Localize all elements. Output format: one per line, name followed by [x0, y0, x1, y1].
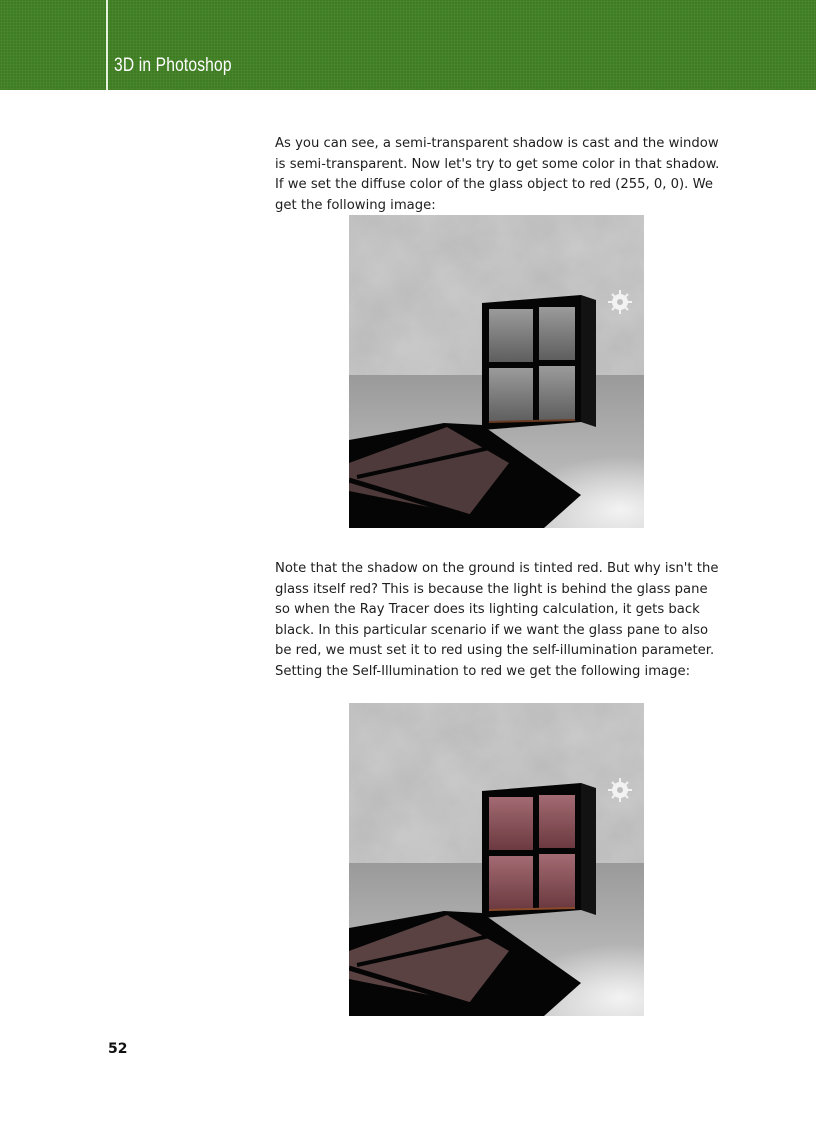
chapter-title: 3D in Photoshop	[114, 55, 232, 76]
paragraph-2: Note that the shadow on the ground is tinted red. But why isn't the glass itself red? This is because the light is behind the glass pane so when the Ray Tracer does its lighting calculation, it gets back black. In this particular scenario if we want the glass pane to also be red, we must set it to red using the self-illumination parameter. Setting the Self-Illumination to red we get the following image:	[275, 561, 719, 679]
page-number: 52	[108, 1041, 128, 1057]
figure-render-red-shadow	[349, 215, 644, 528]
figure-render-self-illumination	[349, 703, 644, 1016]
paragraph-1: As you can see, a semi-transparent shadow is cast and the window is semi-transparent. Now let's try to get some color in that shadow. If we set the diffuse color of the glass object to red (255, 0, 0). We get the following image:	[275, 136, 720, 213]
header-divider	[106, 0, 108, 90]
